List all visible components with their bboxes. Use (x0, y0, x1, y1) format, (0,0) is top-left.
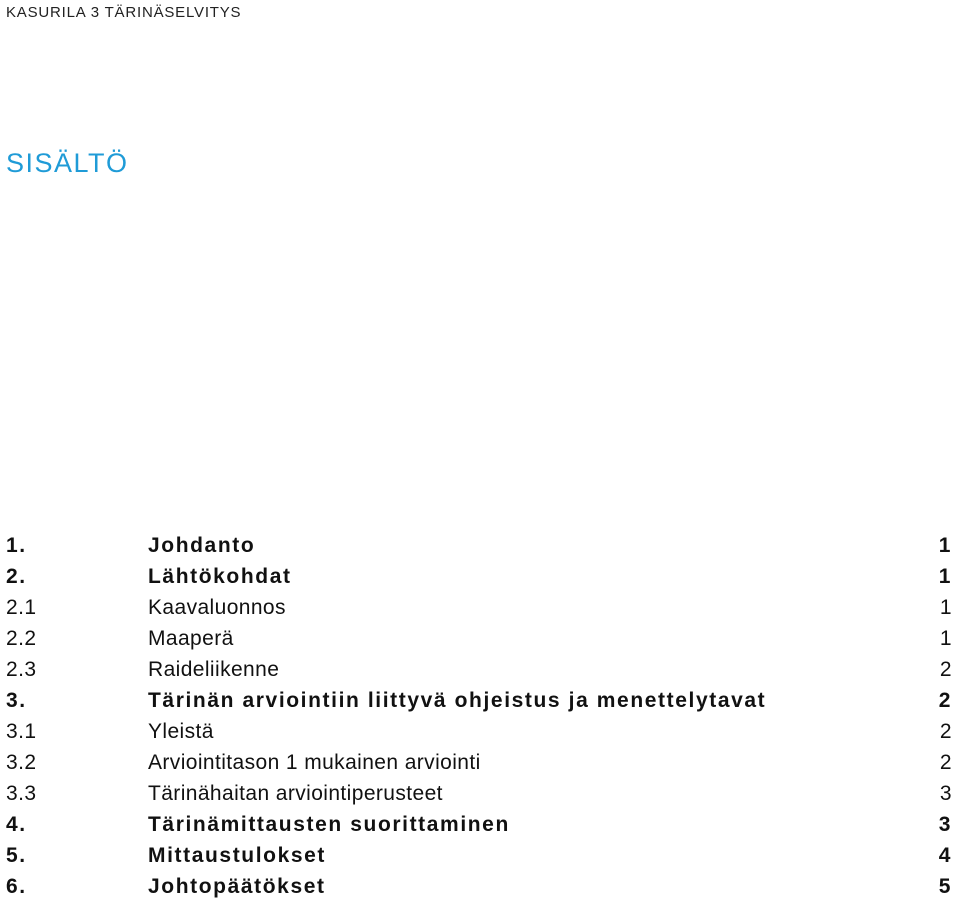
toc-page-number: 2 (939, 751, 952, 774)
toc-page-number: 1 (939, 627, 952, 650)
toc-title: Tärinän arviointiin liittyvä ohjeistus ja menettelytavat (148, 689, 767, 712)
toc-title: Johdanto (148, 534, 256, 557)
page-title: SISÄLTÖ (6, 148, 129, 178)
toc-page-number: 5 (938, 875, 952, 898)
toc-number: 2.3 (6, 658, 37, 681)
toc-title: Johtopäätökset (148, 875, 326, 898)
toc-page-number: 3 (938, 813, 952, 836)
toc-title: Lähtökohdat (148, 565, 292, 588)
toc-entry-6[interactable] (6, 871, 960, 902)
toc-title: Tärinämittausten suorittaminen (148, 813, 510, 836)
toc-page-number: 1 (938, 565, 952, 588)
toc-number: 3.2 (6, 751, 37, 774)
toc-entry-5[interactable] (6, 840, 960, 871)
toc-number: 1. (6, 534, 27, 557)
toc-number: 4. (6, 813, 27, 836)
toc-number: 3. (6, 689, 27, 712)
toc-title: Mittaustulokset (148, 844, 327, 867)
toc-page-number: 2 (939, 720, 952, 743)
toc-page-number: 3 (939, 782, 952, 805)
toc-title: Yleistä (148, 720, 214, 743)
toc-entry-1[interactable] (6, 530, 960, 561)
toc-entry-3[interactable] (6, 685, 960, 716)
toc-entry-2-3[interactable] (6, 654, 960, 685)
toc-entry-4[interactable] (6, 809, 960, 840)
toc-entry-3-2[interactable] (6, 747, 960, 778)
toc-number: 5. (6, 844, 27, 867)
toc-page-number: 1 (939, 596, 952, 619)
toc-title: Maaperä (148, 627, 234, 650)
table-of-contents (6, 530, 960, 902)
toc-number: 6. (6, 875, 27, 898)
toc-number: 2.2 (6, 627, 37, 650)
toc-entry-2-2[interactable] (6, 623, 960, 654)
toc-number: 3.3 (6, 782, 37, 805)
toc-entry-3-3[interactable] (6, 778, 960, 809)
toc-page-number: 4 (938, 844, 952, 867)
toc-entry-2-1[interactable] (6, 592, 960, 623)
toc-title: Tärinähaitan arviointiperusteet (148, 782, 443, 805)
toc-entry-2[interactable] (6, 561, 960, 592)
toc-page-number: 1 (938, 534, 952, 557)
toc-page-number: 2 (938, 689, 952, 712)
toc-number: 2. (6, 565, 27, 588)
toc-title: Kaavaluonnos (148, 596, 286, 619)
toc-title: Arviointitason 1 mukainen arviointi (148, 751, 481, 774)
toc-number: 3.1 (6, 720, 37, 743)
toc-page-number: 2 (939, 658, 952, 681)
toc-title: Raideliikenne (148, 658, 280, 681)
document-header: KASURILA 3 TÄRINÄSELVITYS (6, 4, 242, 21)
toc-entry-3-1[interactable] (6, 716, 960, 747)
toc-number: 2.1 (6, 596, 37, 619)
